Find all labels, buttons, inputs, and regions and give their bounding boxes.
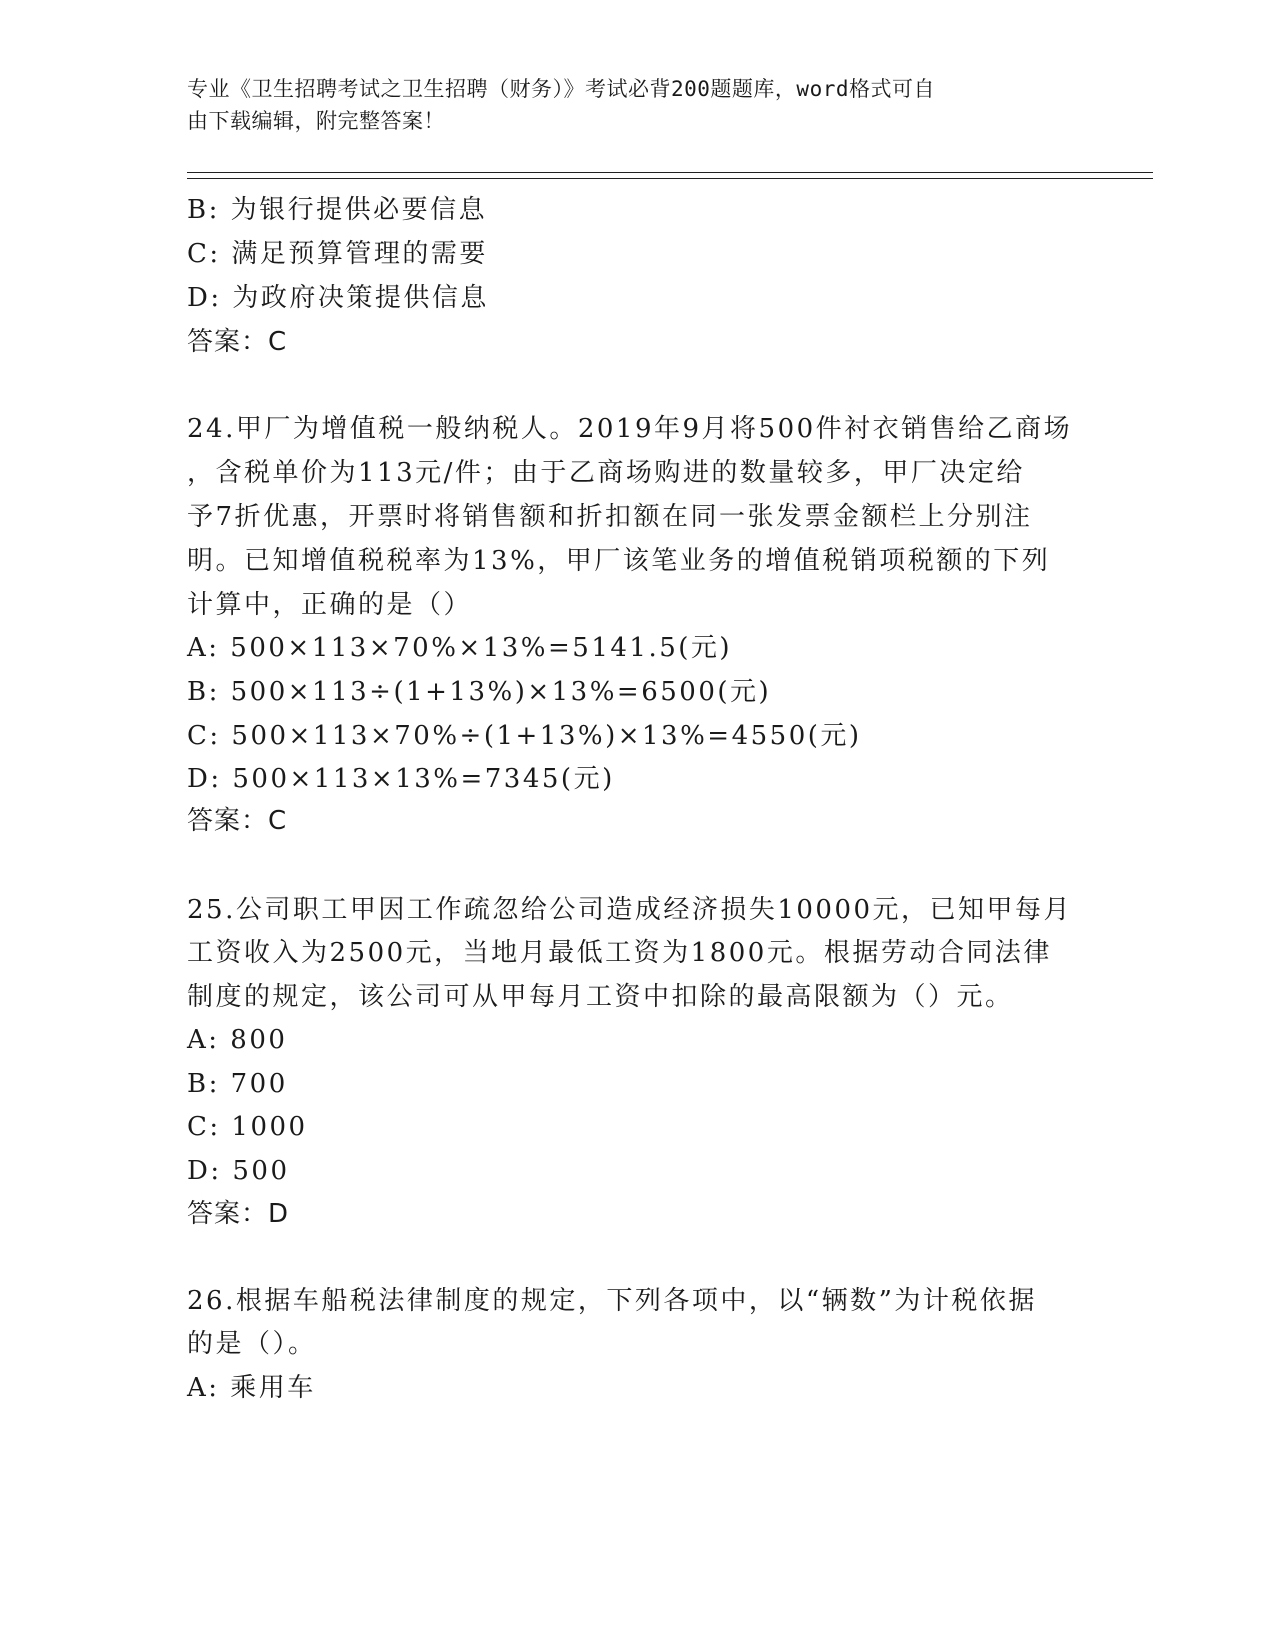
question-stem-line: 工资收入为2500元，当地月最低工资为1800元。根据劳动合同法律 <box>187 938 1052 968</box>
option-b: B: 为银行提供必要信息 <box>187 195 488 225</box>
option-a: A: 500×113×70%×13%=5141.5(元) <box>187 633 733 663</box>
option-c: C: 1000 <box>187 1112 308 1142</box>
answer: 答案：C <box>187 806 288 836</box>
option-c: C: 500×113×70%÷(1+13%)×13%=4550(元) <box>187 721 862 751</box>
option-d: D: 500×113×13%=7345(元) <box>187 764 615 794</box>
answer: 答案：D <box>187 1199 290 1229</box>
question-stem-line: 25.公司职工甲因工作疏忽给公司造成经济损失10000元，已知甲每月 <box>187 895 1073 925</box>
question-stem-line: 的是（）。 <box>187 1329 317 1359</box>
question-stem-line: 制度的规定，该公司可从甲每月工资中扣除的最高限额为（）元。 <box>187 982 1014 1012</box>
header-divider <box>187 172 1153 173</box>
option-a: A: 800 <box>187 1025 288 1055</box>
question-stem-line: 24.甲厂为增值税一般纳税人。2019年9月将500件衬衣销售给乙商场 <box>187 414 1073 444</box>
question-stem-line: 予7折优惠，开票时将销售额和折扣额在同一张发票金额栏上分别注 <box>187 502 1033 532</box>
header-title-line2: 由下载编辑，附完整答案！ <box>187 109 445 133</box>
option-b: B: 700 <box>187 1069 288 1099</box>
option-a: A: 乘用车 <box>187 1373 316 1403</box>
answer: 答案：C <box>187 327 288 357</box>
question-stem-line: ，含税单价为113元/件；由于乙商场购进的数量较多，甲厂决定给 <box>187 458 1025 488</box>
header-divider-second <box>187 178 1153 179</box>
header-title-line1: 专业《卫生招聘考试之卫生招聘（财务）》考试必背200题题库，word格式可自 <box>187 77 935 101</box>
option-c: C: 满足预算管理的需要 <box>187 239 488 269</box>
question-stem-line: 26.根据车船税法律制度的规定，下列各项中，以“辆数”为计税依据 <box>187 1286 1037 1316</box>
option-b: B: 500×113÷(1+13%)×13%=6500(元) <box>187 677 772 707</box>
option-d: D: 500 <box>187 1156 290 1186</box>
question-stem-line: 明。已知增值税税率为13%，甲厂该笔业务的增值税销项税额的下列 <box>187 546 1051 576</box>
option-d: D: 为政府决策提供信息 <box>187 283 489 313</box>
question-stem-line: 计算中，正确的是（） <box>187 590 473 620</box>
